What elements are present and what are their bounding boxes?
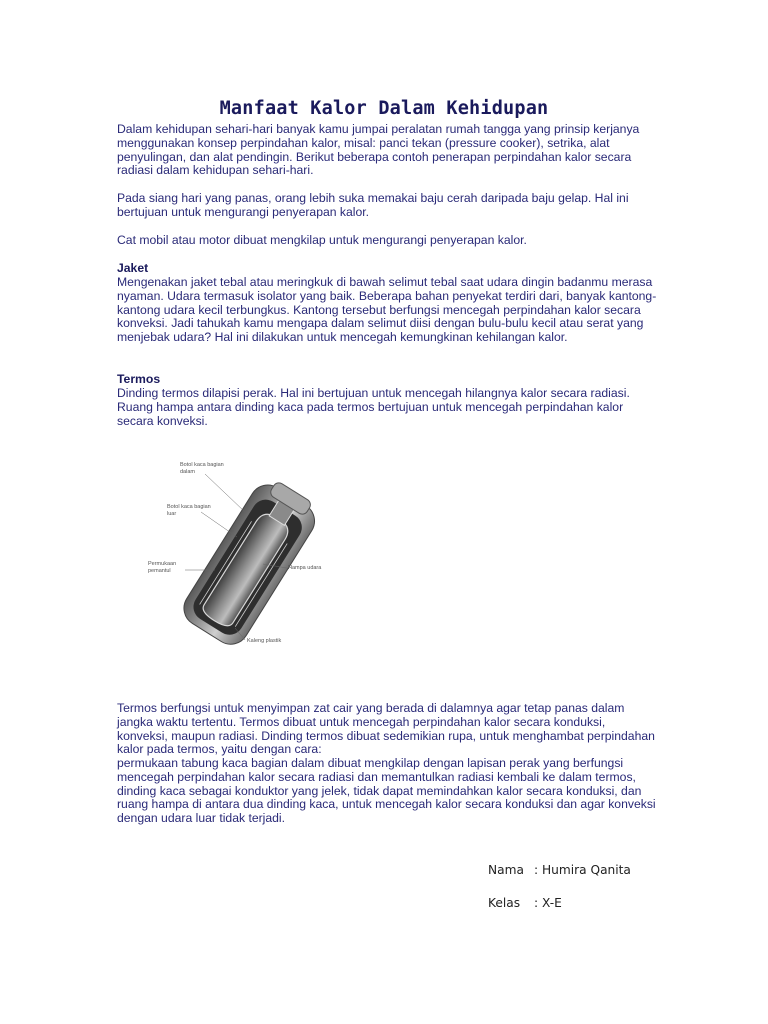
signature-nama-value: : Humira Qanita [534, 863, 631, 877]
paragraph-termos: Dinding termos dilapisi perak. Hal ini bertujuan untuk mencegah hilangnya kalor secara radiasi. Ruang hampa antara dinding kaca pada termos bertujuan untuk mencegah perpindahan kalor secara konveksi. [117, 386, 630, 428]
figure-label-hampa: Hampa udara [288, 565, 322, 571]
paragraph-termos-detail-2: permukaan tabung kaca bagian dalam dibuat mengkilap dengan lapisan perak yang berfungsi mencegah perpindahan kalor secara radiasi dan memantulkan radiasi kembali ke dalam termos, dinding kaca sebagai konduktor yang jelek, tidak dapat memindahkan kalor secara konduksi, dan ruang hampa di antara dua dinding kaca, untuk mencegah kalor secara konduksi dan agar konveksi dengan udara luar tidak terjadi. [117, 756, 656, 826]
paragraph-baju: Pada siang hari yang panas, orang lebih suka memakai baju cerah daripada baju gelap. Hal ini bertujuan untuk mengurangi penyerapan kalor. [117, 191, 629, 219]
heading-termos: Termos [117, 372, 161, 386]
thermos-illustration [145, 452, 345, 652]
paragraph-cat: Cat mobil atau motor dibuat mengkilap untuk mengurangi penyerapan kalor. [117, 233, 527, 247]
page-title: Manfaat Kalor Dalam Kehidupan [219, 98, 549, 119]
intro-paragraph: Dalam kehidupan sehari-hari banyak kamu jumpai peralatan rumah tangga yang prinsip kerjanya menggunakan konsep perpindahan kalor, misal: panci tekan (pressure cooker), setrika, alat penyulingan, dan alat pendingin. Berikut beberapa contoh penerapan perpindahan kalor secara radiasi dalam kehidupan sehari-hari. [117, 122, 640, 178]
heading-jaket: Jaket [117, 261, 149, 275]
figure-label-permukaan: Permukaan pemantul [148, 561, 177, 574]
signature-nama [488, 863, 631, 877]
signature-nama-key: Nama [488, 863, 524, 877]
figure-label-botol-dalam: Botol kaca bagian dalam [180, 462, 224, 475]
thermos-figure [145, 452, 345, 652]
signature-kelas [488, 896, 562, 910]
paragraph-jaket: Mengenakan jaket tebal atau meringkuk di bawah selimut tebal saat udara dingin badanmu merasa nyaman. Udara termasuk isolator yang baik. Beberapa bahan penyekat terdiri dari, banyak kantong-kantong udara kecil terbungkus. Kantong tersebut berfungsi mencegah perpindahan kalor secara konveksi. Jadi tahukah kamu mengapa dalam selimut diisi dengan bulu-bulu kecil atau serat yang menjebak udara? Hal ini dilakukan untuk mencegah kemungkinan kehilangan kalor. [117, 275, 657, 345]
signature-kelas-key: Kelas [488, 896, 521, 910]
figure-label-botol-luar: Botol kaca bagian luar [167, 504, 211, 517]
signature-kelas-value: : X-E [534, 896, 562, 910]
paragraph-termos-detail-1: Termos berfungsi untuk menyimpan zat cair yang berada di dalamnya agar tetap panas dalam jangka waktu tertentu. Termos dibuat untuk mencegah perpindahan kalor secara konduksi, konveksi, maupun radiasi. Dinding termos dibuat sedemikian rupa, untuk menghambat perpindahan kalor pada termos, yaitu dengan cara: [117, 701, 655, 757]
figure-label-kaleng: Kaleng plastik [247, 638, 282, 644]
